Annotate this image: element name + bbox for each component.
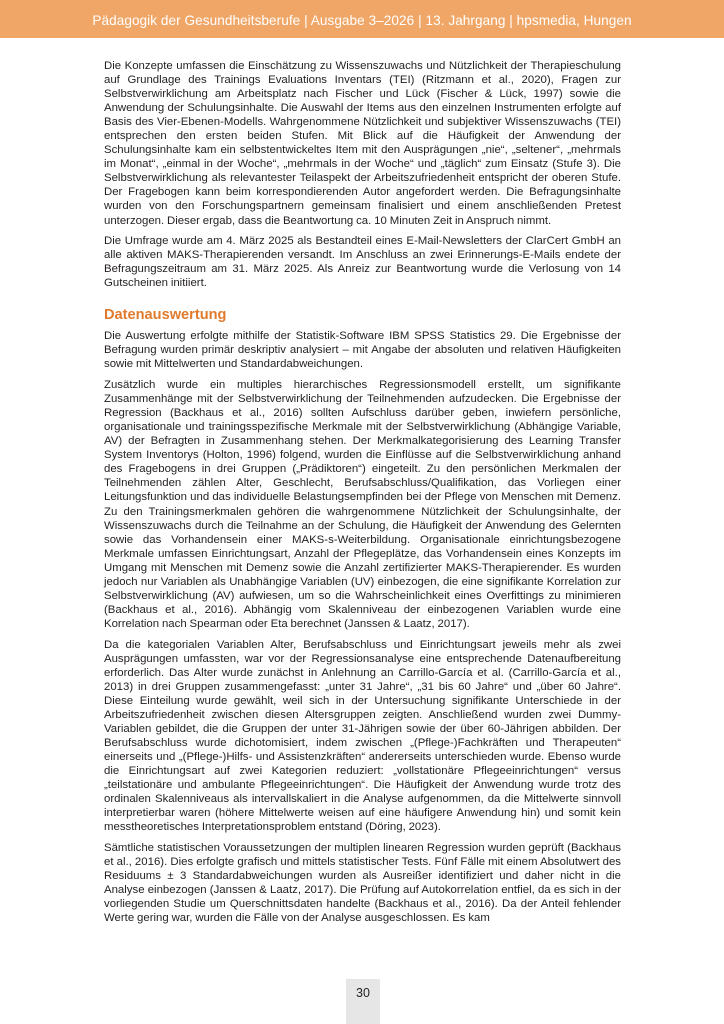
page-number: 30 [356, 986, 370, 1000]
paragraph-data-preparation: Da die kategorialen Variablen Alter, Berufsabschluss und Einrichtungsart jeweils mehr als zwei Ausprägungen umfassten, war vor der Regressionsanalyse eine entsprechende Datenaufbereitung erforderlich. Das Alter wurde zunächst in Anlehnung an Carrillo-García et al. (Carrillo-García et al., 2013) in drei Gruppen zusammengefasst: „unter 31 Jahre“, „31 bis 60 Jahre“ und „über 60 Jahre“. Diese Einteilung wurde gewählt, weil sich in der Untersuchung signifikante Unterschiede in der Arbeitszufriedenheit zwischen diesen Altersgruppen zeigten. Anschließend wurden zwei Dummy-Variablen gebildet, die die Gruppen der unter 31-Jährigen sowie der über 60-Jährigen abbilden. Der Berufsabschluss wurde dichotomisiert, indem zwischen „(Pflege-)Fachkräften und Therapeuten“ einerseits und „(Pflege-)Hilfs- und Assistenzkräften“ andererseits unterschieden wurde. Ebenso wurde die Einrichtungsart auf zwei Kategorien reduziert: „vollstationäre Pflegeeinrichtungen“ versus „teilstationäre und ambulante Pflegeeinrichtungen“. Die Häufigkeit der Anwendung wurde trotz des ordinalen Skalenniveaus als intervallskaliert in die Analyse aufgenommen, da die Mittelwerte sinnvoll interpretierbar waren (höhere Mittelwerte weisen auf eine häufigere Anwendung hin) und somit kein messtheoretisches Interpretationsproblem entstand (Döring, 2023). [104, 638, 621, 834]
paragraph-statistical-assumptions: Sämtliche statistischen Voraussetzungen der multiplen linearen Regression wurden geprüft (Backhaus et al., 2016). Dies erfolgte grafisch und mittels statistischer Tests. Fünf Fälle mit einem Absolutwert des Residuums ± 3 Standardabweichungen wurden als Ausreißer identifiziert und daher nicht in die Analyse einbezogen (Janssen & Laatz, 2017). Die Prüfung auf Autokorrelation entfiel, da es sich in der vorliegenden Studie um Querschnittsdaten handelte (Backhaus et al., 2016). Da der Anteil fehlender Werte gering war, wurden die Fälle von der Analyse ausgeschlossen. Es kam [104, 841, 621, 924]
paragraph-concepts: Die Konzepte umfassen die Einschätzung zu Wissenszuwachs und Nützlichkeit der Therapieschulung auf Grundlage des Trainings Evaluations Inventars (TEI) (Ritzmann et al., 2020), Fragen zur Selbstverwirklichung am Arbeitsplatz nach Fischer und Lück (Fischer & Lück, 1997) sowie die Anwendung der Schulungsinhalte. Die Auswahl der Items aus den einzelnen Instrumenten erfolgte auf Basis des Vier-Ebenen-Modells. Wahrgenommene Nützlichkeit und subjektiver Wissenszuwachs (TEI) entsprechen den ersten beiden Stufen. Mit Blick auf die Häufigkeit der Anwendung der Schulungsinhalte kam ein selbstentwickeltes Item mit den Ausprägungen „nie“, „seltener“, „mehrmals im Monat“, „einmal in der Woche“, „mehrmals in der Woche“ und „täglich“ zum Einsatz (Stufe 3). Die Selbstverwirklichung als relevantester Teilaspekt der Arbeitszufriedenheit entspricht der oberen Stufe. Der Fragebogen kann beim korrespondierenden Autor angefordert werden. Die Befragungsinhalte wurden von den Forschungspartnern gemeinsam finalisiert und einem anschließenden Pretest unterzogen. Dieser ergab, dass die Beantwortung ca. 10 Minuten Zeit in Anspruch nimmt. [104, 60, 621, 227]
article-body [104, 59, 621, 932]
paragraph-regression-model: Zusätzlich wurde ein multiples hierarchisches Regressionsmodell erstellt, um signifikante Zusammenhänge mit der Selbstverwirklichung der Teilnehmenden aufzudecken. Die Ergebnisse der Regression (Backhaus et al., 2016) sollten Aufschluss darüber geben, inwiefern persönliche, organisationale und trainingsspezifische Merkmale mit der Selbstverwirklichung (Abhängige Variable, AV) der Befragten in Zusammenhang stehen. Der Merkmalkategorisierung des Learning Transfer System Inventorys (Holton, 1996) folgend, wurden die Einflüsse auf die Selbstverwirklichung anhand des Fragebogens in drei Gruppen („Prädiktoren“) eingeteilt. Zu den persönlichen Merkmalen der Teilnehmenden zählen Alter, Geschlecht, Berufsabschluss/Qualifikation, das Vorliegen einer Leitungsfunktion und das individuelle Belastungsempfinden bei der Pflege von Menschen mit Demenz. Zu den Trainingsmerkmalen gehören die wahrgenommene Nützlichkeit der Schulungsinhalte, der Wissenszuwachs durch die Teilnahme an der Schulung, die Häufigkeit der Anwendung des Gelernten sowie das Vorhandensein einer MAKS-s-Weiterbildung. Organisationale einrichtungsbezogene Merkmale umfassen Einrichtungsart, Anzahl der Pflegeplätze, das Vorhandensein eines Konzepts im Umgang mit Menschen mit Demenz sowie die Anzahl zertifizierter MAKS-Therapierender. Es wurden jedoch nur Variablen als Unabhängige Variablen (UV) einbezogen, die eine signifikante Korrelation zur Selbstverwirklichung (AV) aufwiesen, um so die Wahrscheinlichkeit eines Overfittings zu minimieren (Backhaus et al., 2016). Abhängig vom Skalenniveau der einbezogenen Variablen wurde eine Korrelation nach Spearman oder Eta berechnet (Janssen & Laatz, 2017). [104, 379, 621, 630]
paragraph-analysis-software: Die Auswertung erfolgte mithilfe der Statistik-Software IBM SPSS Statistics 29. Die Ergebnisse der Befragung wurden primär deskriptiv analysiert – mit Angabe der absoluten und relativen Häufigkeiten sowie mit Mittelwerten und Standardabweichungen. [104, 330, 621, 371]
journal-header-bar [0, 0, 724, 38]
section-heading-datenauswertung: Datenauswertung [104, 307, 227, 324]
paragraph-survey: Die Umfrage wurde am 4. März 2025 als Bestandteil eines E-Mail-Newsletters der ClarCert GmbH an alle aktiven MAKS-Therapierenden versandt. Im Anschluss an zwei Erinnerungs-E-Mails endete der Befragungszeitraum am 31. März 2025. Als Anreiz zur Beantwortung wurde die Verlosung von 14 Gutscheinen initiiert. [104, 235, 621, 290]
journal-header-text: Pädagogik der Gesundheitsberufe | Ausgabe 3–2026 | 13. Jahrgang | hpsmedia, Hungen [92, 12, 632, 28]
